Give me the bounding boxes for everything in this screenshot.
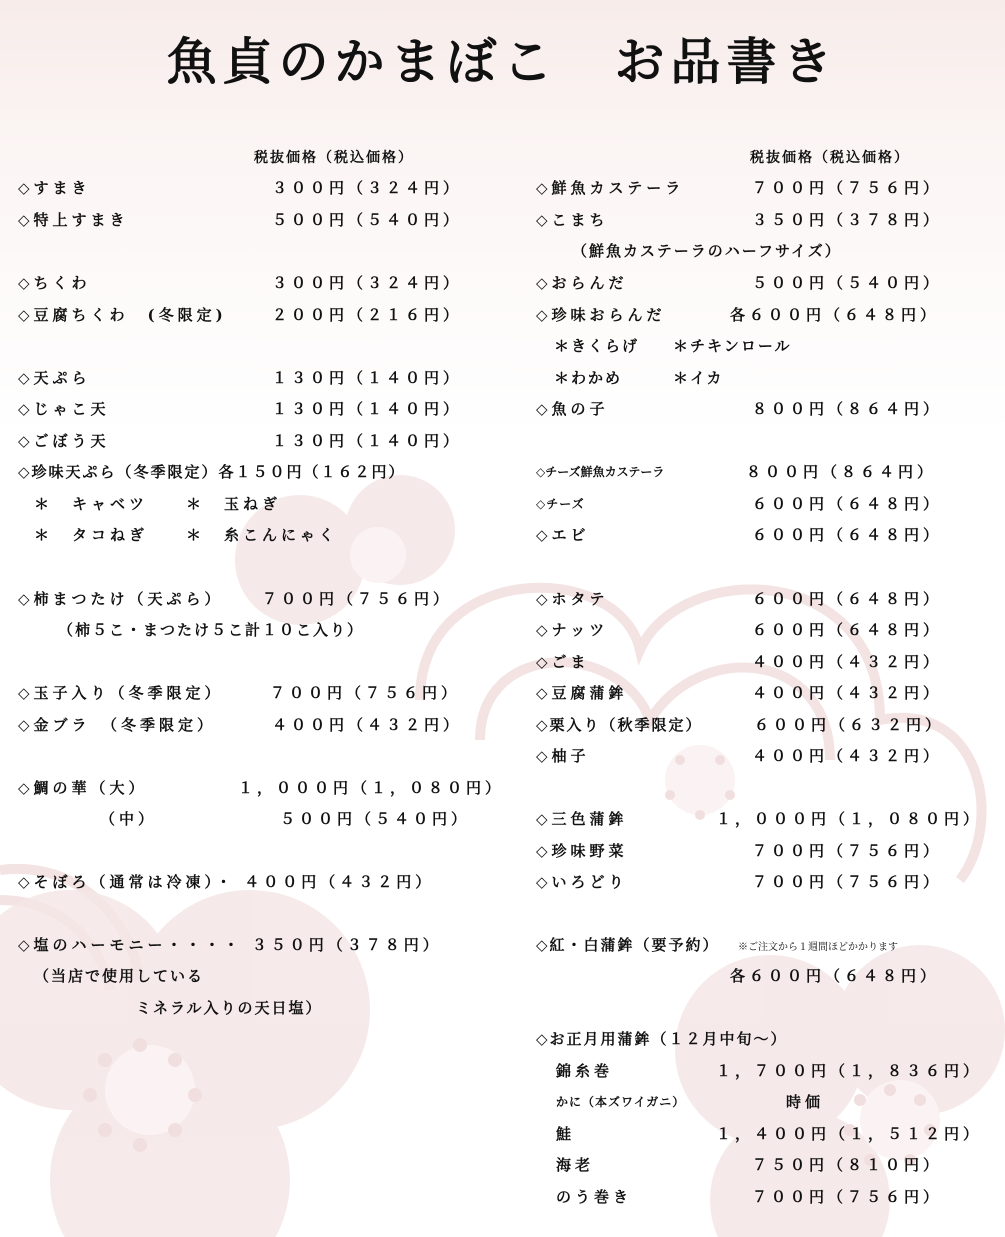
item-name: 海老 bbox=[556, 1156, 595, 1174]
item-name: ◇豆腐蒲鉾 bbox=[536, 684, 628, 702]
item-price: 各６００円（６４８円） bbox=[730, 306, 940, 324]
item-price: ８００円（８６４円） bbox=[752, 400, 943, 418]
item-price: ６００円（６４８円） bbox=[752, 621, 943, 639]
item-name: ◇じゃこ天 bbox=[18, 400, 110, 418]
item-sub: （柿５こ・まつたけ５こ計１０こ入り） bbox=[58, 621, 365, 639]
item-name: ◇チーズ鮮魚カステーラ bbox=[536, 465, 665, 479]
item-price: １３０円（１４０円） bbox=[272, 432, 463, 450]
item-price: ５００円（５４０円） bbox=[272, 211, 463, 229]
item-sub: ＊きくらげ ＊チキンロール bbox=[554, 337, 792, 355]
item-price: ４００円（４３２円） bbox=[752, 653, 943, 671]
page-title: 魚貞のかまぼこ お品書き bbox=[166, 32, 839, 91]
item-price: ７００円（７５６円） bbox=[752, 179, 943, 197]
item-name: ◇鮮魚カステーラ bbox=[536, 179, 685, 197]
item-name: ◇エビ bbox=[536, 526, 590, 544]
item-note: ※ご注文から１週間ほどかかります bbox=[738, 942, 898, 953]
item-name: ◇ごま bbox=[536, 653, 590, 671]
item-price: １３０円（１４０円） bbox=[272, 369, 463, 387]
item-price: ３００円（３２４円） bbox=[272, 179, 463, 197]
item-price: ７５０円（８１０円） bbox=[752, 1156, 943, 1174]
item-name: ◇鯛の華（大） bbox=[18, 779, 148, 797]
item-name: のう巻き bbox=[556, 1188, 633, 1206]
item-price: ７００円（７５６円） bbox=[262, 590, 453, 608]
item-name: ◇三色蒲鉾 bbox=[536, 810, 628, 828]
item-name: 鮭 bbox=[556, 1125, 576, 1143]
item-name: ◇珍味おらんだ bbox=[536, 306, 666, 324]
item-name: ◇ホタテ bbox=[536, 590, 609, 608]
item-name: かに（本ズワイガニ） bbox=[556, 1095, 686, 1109]
item-name: ◇お正月用蒲鉾（１２月中旬～） bbox=[536, 1030, 788, 1048]
item-line: ◇塩のハーモニー・・・・ ３５０円（３７８円） bbox=[18, 936, 442, 954]
item-price: ４００円（４３２円） bbox=[752, 747, 943, 765]
item-name: ◇おらんだ bbox=[536, 274, 628, 292]
item-name: ◇すまき bbox=[18, 179, 91, 197]
item-name: ◇特上すまき bbox=[18, 211, 129, 229]
item-price: ７００円（７５６円） bbox=[752, 1188, 943, 1206]
item-name: 錦糸巻 bbox=[556, 1062, 614, 1080]
item-price: ６００円（６４８円） bbox=[752, 495, 943, 513]
item-sub: （鮮魚カステーラのハーフサイズ） bbox=[572, 242, 842, 260]
right-price-header: 税抜価格（税込価格） bbox=[750, 150, 910, 166]
item-name: ◇珍味野菜 bbox=[536, 842, 628, 860]
item-name: ◇いろどり bbox=[536, 873, 628, 891]
item-price: １，０００円（１，０８０円） bbox=[238, 779, 505, 797]
item-name: ◇豆腐ちくわ (冬限定) bbox=[18, 306, 227, 324]
item-sub: （当店で使用している bbox=[34, 967, 205, 985]
item-price: ４００円（４３２円） bbox=[272, 716, 463, 734]
item-name: ◇柿まつたけ（天ぷら） bbox=[18, 590, 224, 608]
item-name: ◇金ブラ （冬季限定） bbox=[18, 716, 217, 734]
item-name: ◇ごぼう天 bbox=[18, 432, 110, 450]
item-name: ◇柚子 bbox=[536, 747, 590, 765]
item-price: ７００円（７５６円） bbox=[270, 684, 461, 702]
item-sub: ＊わかめ ＊イカ bbox=[554, 369, 724, 387]
item-name: ◇天ぷら bbox=[18, 369, 91, 387]
item-name: （中） bbox=[100, 810, 158, 828]
item-name: ◇チーズ bbox=[536, 497, 585, 511]
item-price: １，０００円（１，０８０円） bbox=[716, 810, 983, 828]
item-price: ６００円（６３２円） bbox=[754, 716, 945, 734]
item-price: ７００円（７５６円） bbox=[752, 842, 943, 860]
item-price: ５００円（５４０円） bbox=[752, 274, 943, 292]
item-price: １，４００円（１，５１２円） bbox=[716, 1125, 983, 1143]
item-price: ７００円（７５６円） bbox=[752, 873, 943, 891]
item-price: ４００円（４３２円） bbox=[752, 684, 943, 702]
item-line: ◇珍味天ぷら（冬季限定）各１５０円（１６２円） bbox=[18, 463, 406, 481]
item-price: １３０円（１４０円） bbox=[272, 400, 463, 418]
item-price: 時価 bbox=[786, 1093, 825, 1111]
item-name: ◇ナッツ bbox=[536, 621, 609, 639]
item-sub: ＊ キャベツ ＊ 玉ねぎ bbox=[34, 495, 282, 513]
item-name: ◇こまち bbox=[536, 211, 609, 229]
item-name: ◇栗入り（秋季限定） bbox=[536, 716, 703, 734]
item-price: ３５０円（３７８円） bbox=[752, 211, 943, 229]
item-price: １，７００円（１，８３６円） bbox=[716, 1062, 983, 1080]
item-price: ６００円（６４８円） bbox=[752, 590, 943, 608]
item-name: ◇玉子入り（冬季限定） bbox=[18, 684, 224, 702]
item-price: ３００円（３２４円） bbox=[272, 274, 463, 292]
item-name: ◇ちくわ bbox=[18, 274, 91, 292]
item-sub: ミネラル入りの天日塩） bbox=[136, 999, 323, 1017]
left-price-header: 税抜価格（税込価格） bbox=[254, 150, 414, 166]
item-name: ◇紅・白蒲鉾（要予約） bbox=[536, 936, 720, 954]
item-name: ◇魚の子 bbox=[536, 400, 609, 418]
item-price: ２００円（２１６円） bbox=[272, 306, 463, 324]
item-line: ◇そぼろ（通常は冷凍）・ ４００円（４３２円） bbox=[18, 873, 435, 891]
item-price: 各６００円（６４８円） bbox=[730, 967, 940, 985]
item-price: ５００円（５４０円） bbox=[280, 810, 471, 828]
item-price: ６００円（６４８円） bbox=[752, 526, 943, 544]
item-price: ８００円（８６４円） bbox=[746, 463, 937, 481]
item-sub: ＊ タコねぎ ＊ 糸こんにゃく bbox=[34, 526, 338, 544]
